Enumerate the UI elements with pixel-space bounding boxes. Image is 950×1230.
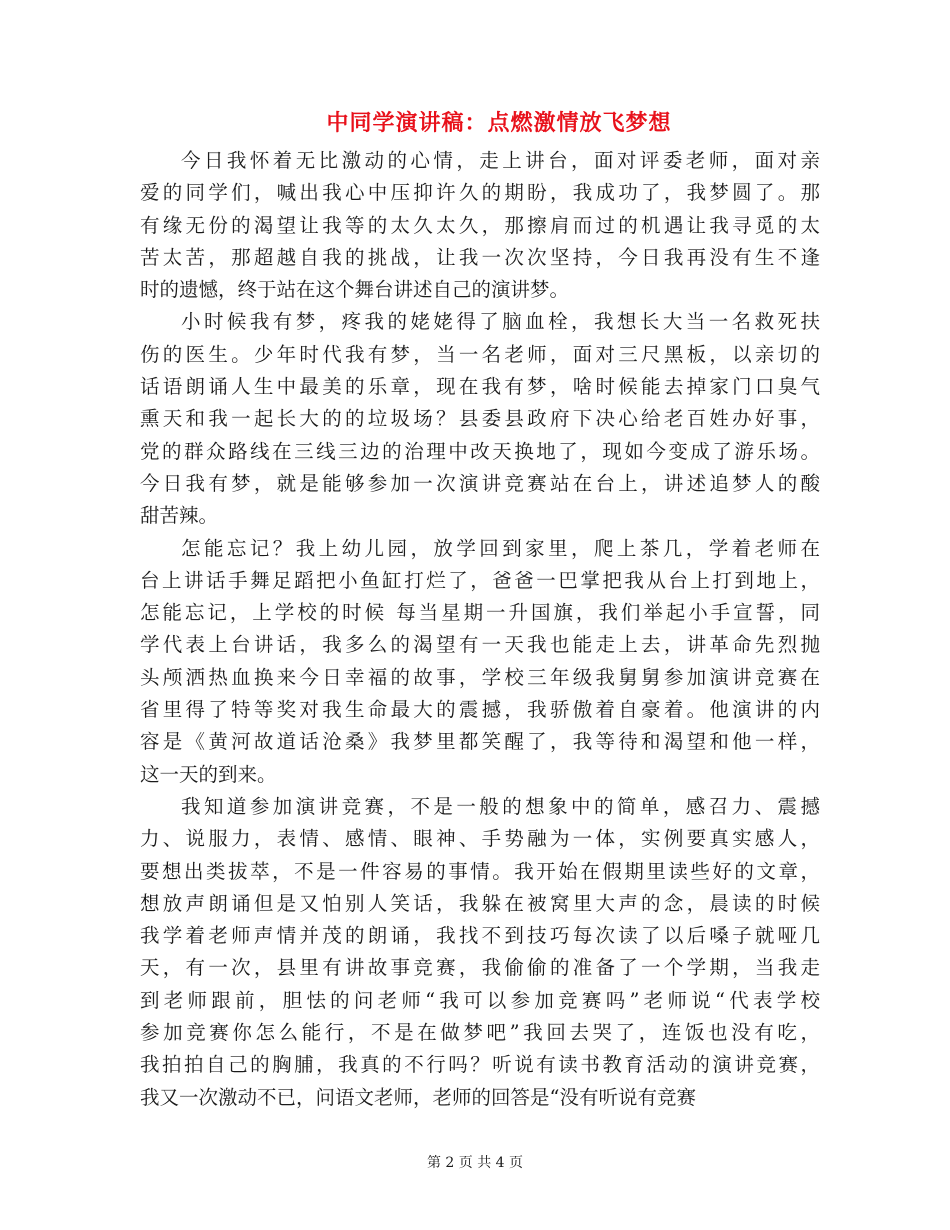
paragraph-line: 我知道参加演讲竞赛，不是一般的想象中的简单，感召力、震撼 [181,794,820,818]
paragraph-line: 力、说服力，表情、感情、眼神、手势融为一体，实例要真实感人， [140,827,820,851]
paragraph-line: 我拍拍自己的胸脯，我真的不行吗？听说有读书教育活动的演讲竞赛， [140,1053,820,1077]
paragraph-line: 小时候我有梦，疼我的姥姥得了脑血栓，我想长大当一名救死扶 [181,310,820,334]
paragraph-line: 要想出类拔萃，不是一件容易的事情。我开始在假期里读些好的文章， [140,859,820,883]
paragraph-line: 头颅洒热血换来今日幸福的故事，学校三年级我舅舅参加演讲竞赛在 [140,665,820,689]
paragraph-line: 怎能忘记？我上幼儿园，放学回到家里，爬上茶几，学着老师在 [181,536,820,560]
paragraph-line: 怎能忘记，上学校的时候 每当星期一升国旗，我们举起小手宣誓，同 [140,601,820,625]
paragraph-line: 想放声朗诵但是又怕别人笑话，我躲在被窝里大声的念，晨读的时候 [140,891,820,915]
paragraph-line: 爱的同学们，喊出我心中压抑许久的期盼，我成功了，我梦圆了。那 [140,181,820,205]
document-body [140,145,820,1114]
paragraph [140,533,820,791]
paragraph-line: 伤的医生。少年时代我有梦，当一名老师，面对三尺黑板，以亲切的 [140,342,820,366]
paragraph-line: 我学着老师声情并茂的朗诵，我找不到技巧每次读了以后嗓子就哑几 [140,924,820,948]
paragraph-line: 省里得了特等奖对我生命最大的震撼，我骄傲着自豪着。他演讲的内 [140,698,820,722]
paragraph-line: 台上讲话手舞足蹈把小鱼缸打烂了，爸爸一巴掌把我从台上打到地上， [140,568,820,592]
paragraph-line: 天，有一次，县里有讲故事竞赛，我偷偷的准备了一个学期，当我走 [140,956,820,980]
paragraph [140,145,820,306]
paragraph-line: 熏天和我一起长大的的垃圾场？县委县政府下决心给老百姓办好事， [140,407,820,431]
paragraph-line: 今日我有梦，就是能够参加一次演讲竞赛站在台上，讲述追梦人的酸 [140,471,820,495]
paragraph-line: 学代表上台讲话，我多么的渴望有一天我也能走上去，讲革命先烈抛 [140,633,820,657]
paragraph [140,306,820,532]
paragraph-line: 甜苦辣。 [140,504,219,528]
paragraph [140,791,820,1114]
paragraph-line: 党的群众路线在三线三边的治理中改天换地了，现如今变成了游乐场。 [140,439,820,463]
paragraph-line: 参加竞赛你怎么能行，不是在做梦吧”我回去哭了，连饭也没有吃， [140,1021,820,1045]
paragraph-line: 苦太苦，那超越自我的挑战，让我一次次坚持，今日我再没有生不逢 [140,245,820,269]
page-footer: 第 2 页 共 4 页 [426,1155,524,1171]
paragraph-line: 话语朗诵人生中最美的乐章，现在我有梦，啥时候能去掉家门口臭气 [140,375,820,399]
paragraph-line: 我又一次激动不已，问语文老师，老师的回答是“没有听说有竞赛 [140,1085,696,1109]
page-title: 中同学演讲稿：点燃激情放飞梦想 [326,111,672,136]
paragraph-line: 时的遗憾，终于站在这个舞台讲述自己的演讲梦。 [140,278,570,302]
paragraph-line: 今日我怀着无比激动的心情，走上讲台，面对评委老师，面对亲 [181,149,820,172]
paragraph-line: 容是《黄河故道话沧桑》我梦里都笑醒了，我等待和渴望和他一样， [140,730,820,754]
paragraph-line: 这一天的到来。 [140,762,277,786]
paragraph-line: 到老师跟前，胆怯的问老师“我可以参加竞赛吗”老师说“代表学校 [140,988,820,1012]
paragraph-line: 有缘无份的渴望让我等的太久太久，那擦肩而过的机遇让我寻觅的太 [140,213,820,237]
